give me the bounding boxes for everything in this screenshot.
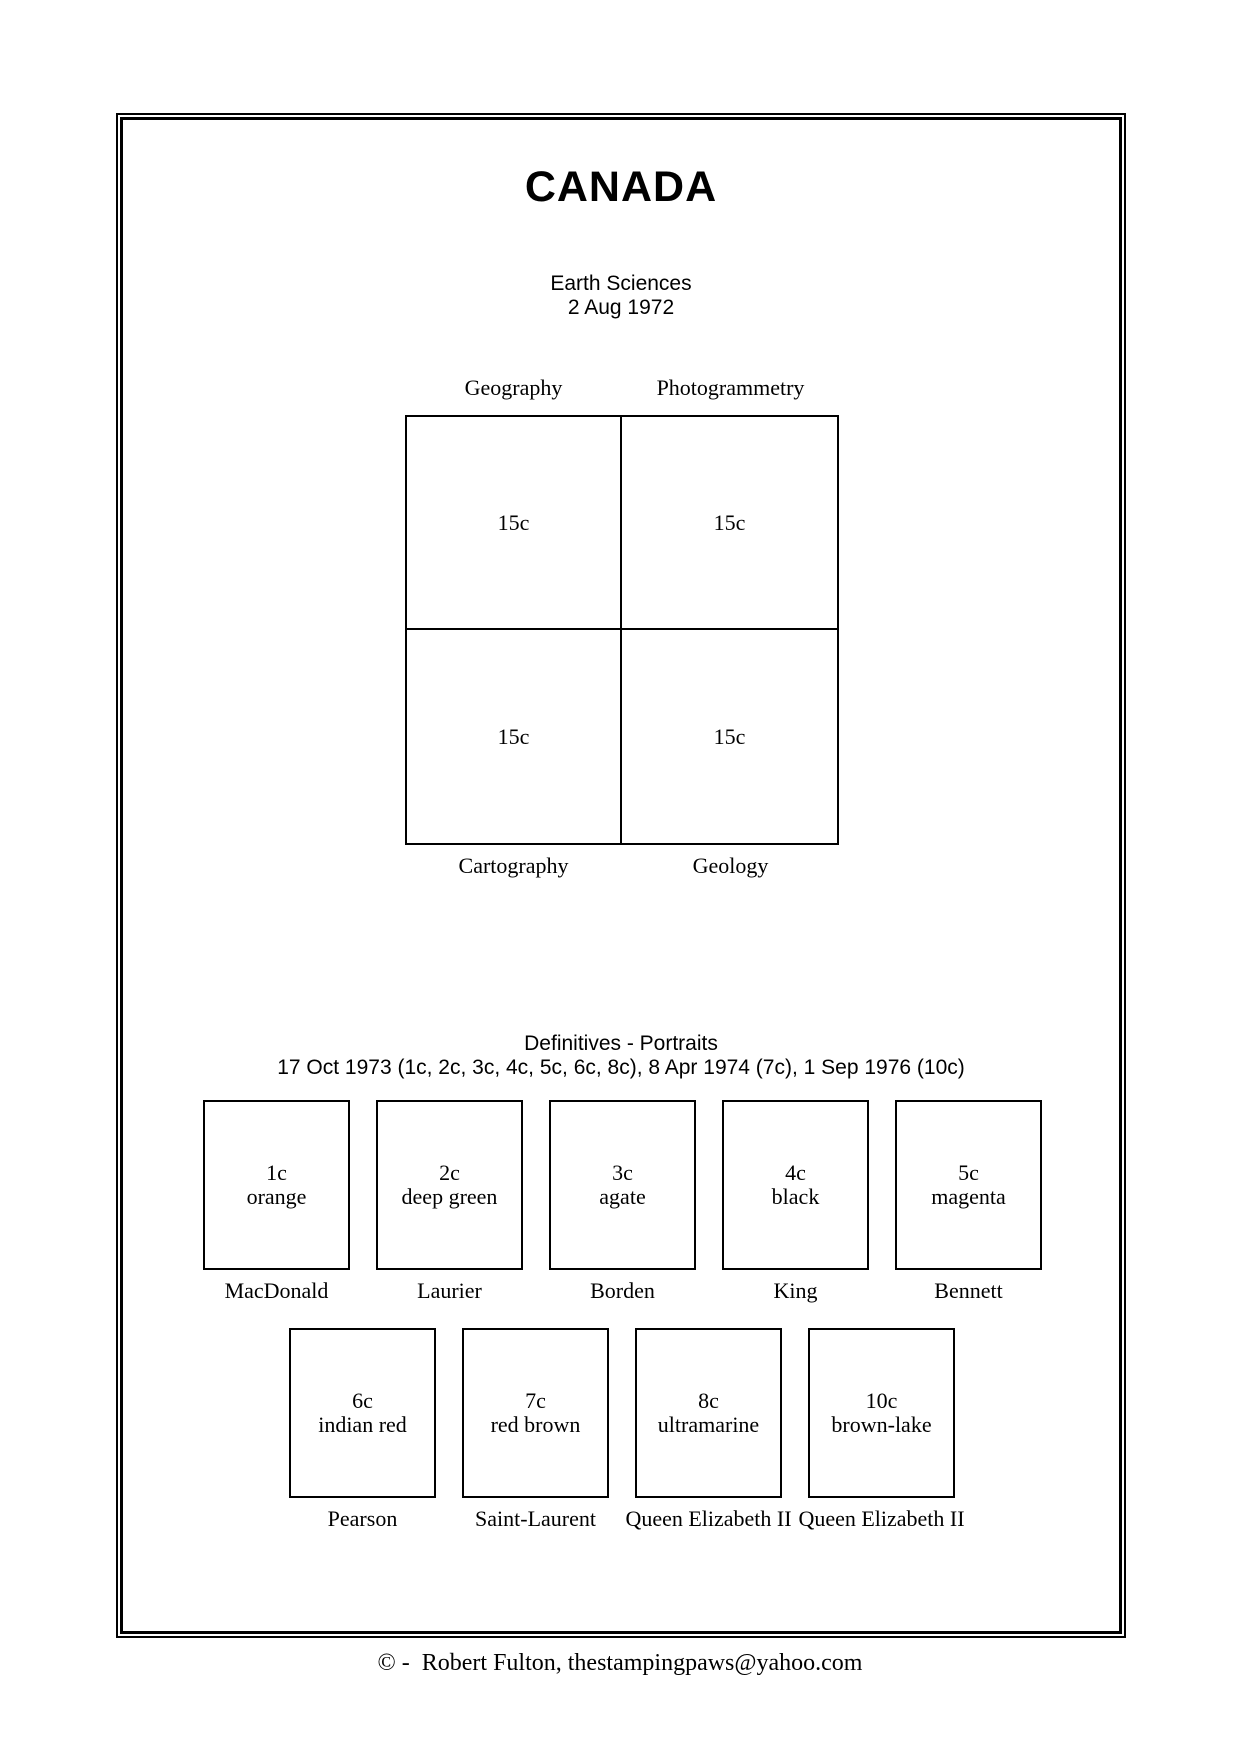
stamp-label-cartography: Cartography — [458, 853, 569, 878]
stamp-box — [203, 1100, 350, 1270]
stamp-7c — [462, 1328, 609, 1530]
stamp-box — [808, 1328, 955, 1498]
section-issue-dates: 17 Oct 1973 (1c, 2c, 3c, 4c, 5c, 6c, 8c), 8 Apr 1974 (7c), 1 Sep 1976 (10c) — [277, 1056, 965, 1079]
section-title: Earth Sciences — [550, 272, 692, 295]
stamp-subject: Queen Elizabeth II — [625, 1506, 792, 1531]
stamp-5c — [895, 1100, 1042, 1302]
stamp-label-geography: Geography — [464, 375, 563, 400]
stamp-color: ultramarine — [657, 1412, 760, 1437]
stamp-value: 10c — [865, 1388, 898, 1413]
earth-sciences-heading — [116, 272, 1126, 320]
stamp-box — [289, 1328, 436, 1498]
stamp-box — [635, 1328, 782, 1498]
stamp-6c — [289, 1328, 436, 1530]
stamp-label-photogrammetry: Photogrammetry — [656, 375, 805, 400]
stamp-10c — [798, 1328, 965, 1531]
stamp-cell-geology: 15c — [713, 723, 746, 749]
stamp-cell-geography: 15c — [407, 417, 622, 630]
definitives-heading — [116, 1032, 1126, 1080]
stamp-value: 3c — [612, 1160, 633, 1185]
stamp-box — [376, 1100, 523, 1270]
stamp-subject: Saint-Laurent — [475, 1506, 596, 1531]
stamp-value: 6c — [352, 1388, 373, 1413]
grid-top-labels — [405, 376, 839, 400]
stamp-subject: Bennett — [934, 1278, 1003, 1303]
definitives-row-1 — [203, 1100, 1042, 1302]
stamp-color: red brown — [490, 1412, 581, 1437]
stamp-value: 1c — [266, 1160, 287, 1185]
stamp-value: 7c — [525, 1388, 546, 1413]
stamp-color: magenta — [931, 1184, 1006, 1209]
section-issue-date: 2 Aug 1972 — [567, 296, 675, 319]
stamp-subject: King — [773, 1278, 818, 1303]
stamp-color: indian red — [318, 1412, 407, 1437]
stamp-subject: Laurier — [417, 1278, 482, 1303]
stamp-color: agate — [599, 1184, 646, 1209]
stamp-value: 4c — [785, 1160, 806, 1185]
stamp-1c — [203, 1100, 350, 1302]
stamp-box — [895, 1100, 1042, 1270]
stamp-box — [722, 1100, 869, 1270]
stamp-subject: Queen Elizabeth II — [798, 1506, 965, 1531]
stamp-color: deep green — [401, 1184, 498, 1209]
footer-credit: © - Robert Fulton, thestampingpaws@yahoo.com — [377, 1650, 863, 1676]
stamp-color: black — [771, 1184, 820, 1209]
stamp-subject: Pearson — [327, 1506, 398, 1531]
page-title: CANADA — [524, 163, 718, 211]
stamp-value: 2c — [439, 1160, 460, 1185]
stamp-value: 5c — [958, 1160, 979, 1185]
stamp-3c — [549, 1100, 696, 1302]
stamp-box — [462, 1328, 609, 1498]
stamp-color: brown-lake — [831, 1412, 932, 1437]
definitives-row-2 — [289, 1328, 965, 1531]
stamp-color: orange — [246, 1184, 307, 1209]
stamp-subject: Borden — [590, 1278, 655, 1303]
stamp-cell-cartography: 15c — [407, 630, 622, 843]
section-title: Definitives - Portraits — [524, 1032, 718, 1055]
stamp-cell-photogrammetry: 15c — [622, 417, 837, 630]
stamp-box — [549, 1100, 696, 1270]
earth-sciences-stamp-grid — [405, 415, 839, 845]
stamp-4c — [722, 1100, 869, 1302]
stamp-subject: MacDonald — [224, 1278, 329, 1303]
stamp-2c — [376, 1100, 523, 1302]
stamp-label-geology: Geology — [692, 853, 769, 878]
grid-bottom-labels — [405, 854, 839, 878]
stamp-value: 8c — [698, 1388, 719, 1413]
stamp-8c — [625, 1328, 792, 1531]
